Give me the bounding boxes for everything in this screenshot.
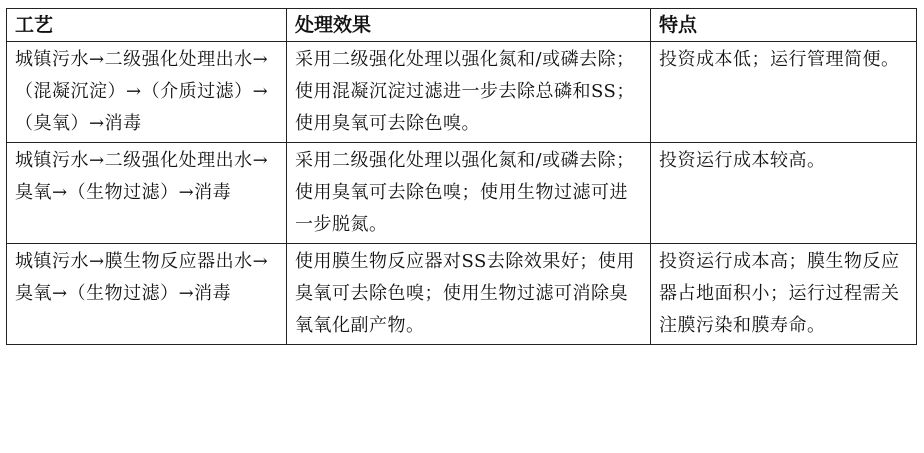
effect-cell [287,244,651,345]
process-text: 城镇污水→膜生物反应器出水→臭氧→（生物过滤）→消毒 [15,251,269,304]
process-cell [7,42,287,143]
feature-text: 投资运行成本高；膜生物反应器占地面积小；运行过程需关注膜污染和膜寿命。 [659,251,900,336]
header-row [7,9,917,42]
effect-cell [287,143,651,244]
table-header [7,9,917,42]
table-row [7,244,917,345]
feature-text: 投资成本低；运行管理简便。 [659,49,900,70]
effect-text: 使用膜生物反应器对SS去除效果好；使用臭氧可去除色嗅；使用生物过滤可消除臭氧氧化副产物。 [295,251,635,336]
table-row [7,143,917,244]
feature-cell [651,244,917,345]
effect-cell [287,42,651,143]
header-feature: 特点 [651,9,917,42]
feature-cell [651,42,917,143]
process-text: 城镇污水→二级强化处理出水→臭氧→（生物过滤）→消毒 [15,150,269,203]
process-comparison-table [6,8,917,345]
header-process: 工艺 [7,9,287,42]
table-row [7,42,917,143]
effect-text: 采用二级强化处理以强化氮和/或磷去除；使用混凝沉淀过滤进一步去除总磷和SS；使用臭氧可去除色嗅。 [295,49,635,134]
process-cell [7,143,287,244]
effect-text: 采用二级强化处理以强化氮和/或磷去除；使用臭氧可去除色嗅；使用生物过滤可进一步脱氮。 [295,150,635,235]
table-body [7,42,917,345]
process-cell [7,244,287,345]
process-text: 城镇污水→二级强化处理出水→（混凝沉淀）→（介质过滤）→（臭氧）→消毒 [15,49,269,134]
feature-text: 投资运行成本较高。 [659,150,826,171]
feature-cell [651,143,917,244]
header-effect: 处理效果 [287,9,651,42]
